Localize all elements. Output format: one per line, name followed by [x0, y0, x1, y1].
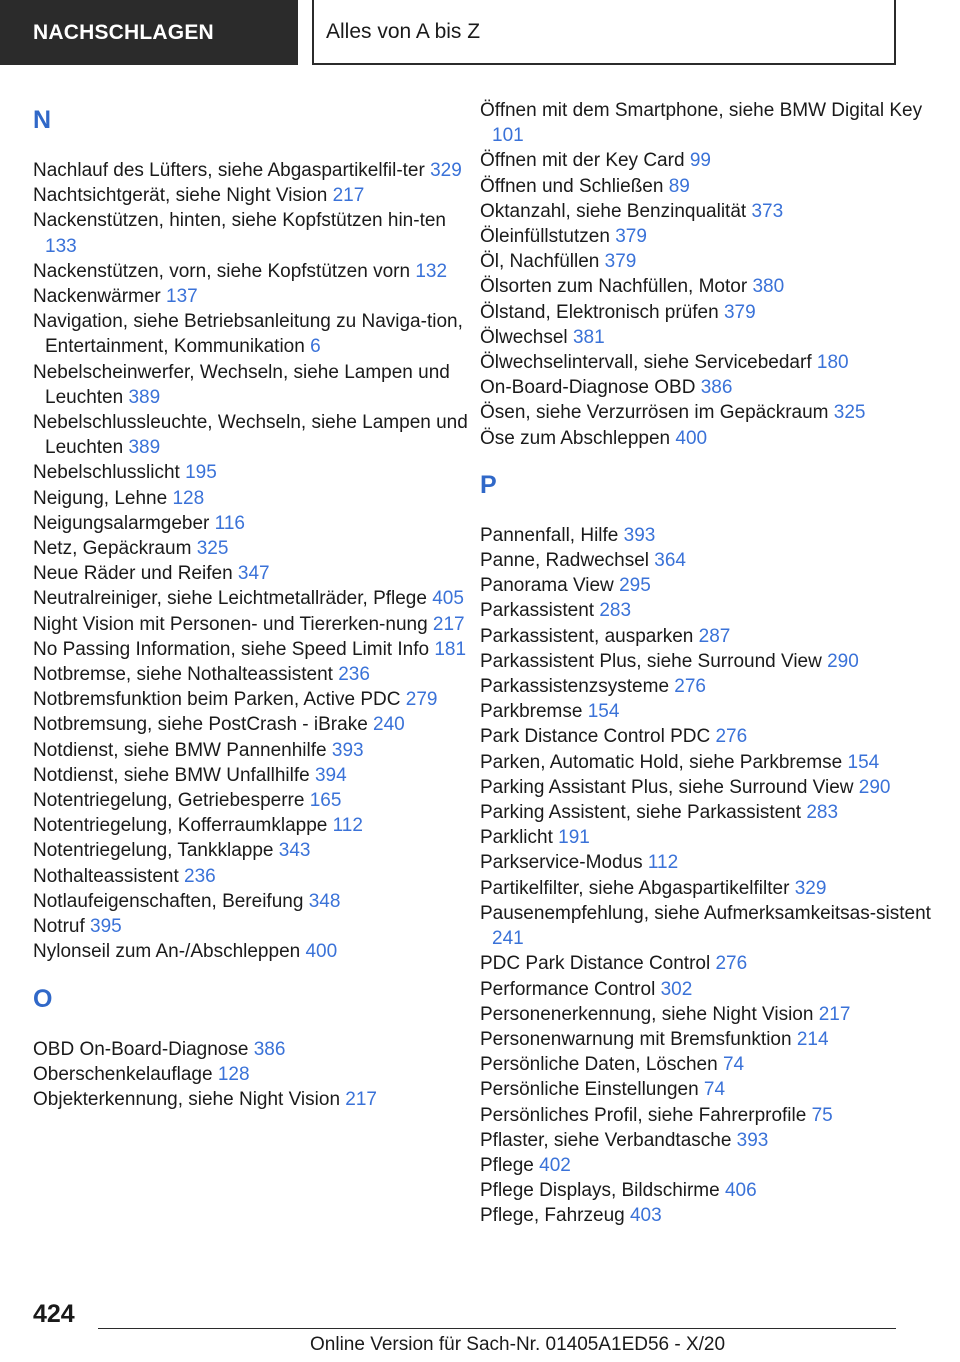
- page-reference-link[interactable]: 217: [345, 1088, 377, 1110]
- index-entry-text: PDC Park Distance Control: [480, 953, 711, 975]
- index-entry-text: Parking Assistant Plus, siehe Surround View: [480, 776, 854, 798]
- index-entry: [480, 825, 940, 850]
- index-entry: [33, 486, 478, 511]
- index-entry-text: Notbremse, siehe Nothalteassistent: [33, 664, 333, 686]
- page-reference-link[interactable]: 403: [629, 1205, 662, 1227]
- index-entry: [480, 901, 940, 951]
- index-entry-text: Nachtsichtgerät, siehe Night Vision: [33, 185, 328, 207]
- index-entry: [480, 1103, 940, 1128]
- index-entry: [480, 800, 940, 825]
- index-entry: [33, 1087, 478, 1112]
- page-reference-link[interactable]: 89: [668, 175, 690, 197]
- page-reference-link[interactable]: 393: [331, 739, 364, 761]
- index-entry: [480, 624, 940, 649]
- index-entry: [33, 183, 478, 208]
- index-entry-text: Parklicht: [480, 827, 553, 849]
- index-entry-text: Notlaufeigenschaften, Bereifung: [33, 890, 304, 912]
- index-entry: [33, 1062, 478, 1087]
- index-entry: [33, 158, 478, 183]
- index-entry: [33, 586, 478, 611]
- index-entry-text: Nebelschlussleuchte, Wechseln, siehe Lampen und Leuchten: [33, 412, 468, 459]
- page-reference-link[interactable]: 133: [45, 235, 77, 257]
- index-entry: [480, 724, 940, 749]
- page-reference-link[interactable]: 380: [752, 276, 785, 298]
- index-entry-text: Nebelscheinwerfer, Wechseln, siehe Lampen und Leuchten: [33, 361, 450, 408]
- index-entry: [33, 561, 478, 586]
- page-reference-link[interactable]: 101: [492, 125, 524, 147]
- index-entry-text: Neue Räder und Reifen: [33, 563, 233, 585]
- page-reference-link[interactable]: 283: [806, 802, 839, 824]
- page-reference-link[interactable]: 112: [332, 815, 363, 837]
- page-reference-link[interactable]: 75: [811, 1104, 833, 1126]
- index-entry: [33, 838, 478, 863]
- index-entry: [480, 977, 940, 1002]
- page-reference-link[interactable]: 343: [278, 840, 311, 862]
- index-entry-text: Panorama View: [480, 575, 614, 597]
- page-reference-link[interactable]: 364: [654, 550, 686, 572]
- page-reference-link[interactable]: 400: [305, 941, 338, 963]
- page-reference-link[interactable]: 393: [623, 524, 656, 546]
- index-entry-text: Pflaster, siehe Verbandtasche: [480, 1129, 732, 1151]
- index-entry-text: Pflege, Fahrzeug: [480, 1205, 625, 1227]
- page-reference-link[interactable]: 394: [314, 764, 347, 786]
- index-entry-text: Notbremsung, siehe PostCrash - iBrake: [33, 714, 368, 736]
- page-reference-link[interactable]: 74: [722, 1054, 745, 1076]
- page-reference-link[interactable]: 217: [818, 1003, 851, 1025]
- index-entry: [480, 674, 940, 699]
- index-entry: [33, 813, 478, 838]
- index-entry-text: Pausenempfehlung, siehe Aufmerksamkeitsas-sistent: [480, 902, 931, 924]
- index-entry: [480, 1077, 940, 1102]
- index-entry: [33, 460, 478, 485]
- index-entry-text: Netz, Gepäckraum: [33, 538, 192, 560]
- page-reference-link[interactable]: 154: [587, 701, 620, 723]
- index-entry-list: [480, 98, 940, 451]
- index-column-left: [33, 98, 478, 1112]
- page-reference-link[interactable]: 379: [604, 251, 637, 273]
- index-entry: [480, 649, 940, 674]
- index-entry-text: Öleinfüllstutzen: [480, 226, 610, 248]
- index-entry-text: Nachlauf des Lüfters, siehe Abgaspartikelfil-ter: [33, 160, 425, 181]
- index-entry: [33, 914, 478, 939]
- page-reference-link[interactable]: 389: [128, 386, 161, 408]
- index-entry: [33, 763, 478, 788]
- index-entry: [480, 775, 940, 800]
- page-reference-link[interactable]: 400: [675, 427, 708, 449]
- index-entry-text: Navigation, siehe Betriebsanleitung zu Naviga-tion, Entertainment, Kommunikation: [33, 311, 463, 358]
- index-entry-text: Neigung, Lehne: [33, 487, 168, 509]
- page-reference-link[interactable]: 217: [432, 613, 465, 635]
- index-entry-text: Oktanzahl, siehe Benzinqualität: [480, 200, 747, 222]
- page-reference-link[interactable]: 112: [647, 852, 679, 874]
- page-reference-link[interactable]: 406: [724, 1180, 757, 1202]
- index-entry-text: Pannenfall, Hilfe: [480, 524, 619, 546]
- page-reference-link[interactable]: 181: [434, 638, 467, 660]
- index-entry: [480, 1153, 940, 1178]
- index-entry: [33, 687, 478, 712]
- page-reference-link[interactable]: 74: [703, 1079, 726, 1101]
- index-entry: [480, 523, 940, 548]
- page-reference-link[interactable]: 236: [184, 865, 216, 887]
- index-entry: [480, 1178, 940, 1203]
- index-entry-text: Notentriegelung, Tankklappe: [33, 840, 274, 862]
- index-entry: [33, 309, 478, 359]
- index-entry-list: [33, 158, 478, 965]
- index-entry: [480, 325, 940, 350]
- index-entry: [480, 174, 940, 199]
- section-tab: [0, 0, 298, 65]
- index-entry: [480, 375, 940, 400]
- page-reference-link[interactable]: 295: [619, 575, 651, 597]
- index-entry-text: Pflege Displays, Bildschirme: [480, 1180, 720, 1202]
- index-entry-text: Neigungsalarmgeber: [33, 512, 210, 534]
- page-reference-link[interactable]: 329: [430, 160, 462, 181]
- page-reference-link[interactable]: 405: [432, 588, 464, 610]
- page-reference-link[interactable]: 236: [338, 664, 370, 686]
- index-entry-text: Ölwechsel: [480, 326, 568, 348]
- index-entry-text: Persönliche Einstellungen: [480, 1079, 699, 1101]
- page-reference-link[interactable]: 302: [660, 978, 693, 1000]
- index-entry: [480, 1002, 940, 1027]
- page-reference-link[interactable]: 386: [700, 377, 733, 399]
- index-entry-text: Partikelfilter, siehe Abgaspartikelfilter: [480, 877, 790, 899]
- index-entry: [480, 148, 940, 173]
- page-reference-link[interactable]: 381: [572, 326, 605, 348]
- index-entry: [33, 939, 478, 964]
- index-entry-text: On-Board-Diagnose OBD: [480, 377, 696, 399]
- page-reference-link[interactable]: 214: [796, 1028, 829, 1050]
- page-header: [312, 0, 896, 65]
- index-entry-text: Parking Assistent, siehe Parkassistent: [480, 802, 802, 824]
- page-reference-link[interactable]: 132: [415, 260, 448, 282]
- index-entry-text: Nebelschlusslicht: [33, 462, 180, 484]
- index-entry: [480, 598, 940, 623]
- page-reference-link[interactable]: 128: [217, 1063, 250, 1085]
- index-entry-text: Parkassistent Plus, siehe Surround View: [480, 650, 822, 672]
- index-entry-text: Park Distance Control PDC: [480, 726, 711, 748]
- page-reference-link[interactable]: 395: [90, 916, 122, 938]
- page-reference-link[interactable]: 240: [373, 714, 405, 736]
- index-entry-text: Performance Control: [480, 978, 656, 1000]
- index-entry-text: Öl, Nachfüllen: [480, 251, 600, 273]
- index-entry-list: [33, 1037, 478, 1113]
- index-column-right: [480, 98, 940, 1229]
- index-entry-text: Oberschenkelauflage: [33, 1063, 213, 1085]
- index-entry: [480, 1052, 940, 1077]
- index-entry: [480, 98, 940, 148]
- page-reference-link[interactable]: 347: [237, 563, 270, 585]
- index-entry-text: Parkassistenzsysteme: [480, 676, 670, 698]
- index-entry: [33, 637, 478, 662]
- index-entry: [480, 224, 940, 249]
- page-reference-link[interactable]: 154: [847, 751, 880, 773]
- index-entry: [480, 426, 940, 451]
- index-entry-text: Personenwarnung mit Bremsfunktion: [480, 1028, 792, 1050]
- page-reference-link[interactable]: 6: [310, 336, 321, 358]
- page-reference-link[interactable]: 276: [715, 953, 748, 975]
- footer-divider: [98, 1328, 896, 1329]
- index-entry: [33, 1037, 478, 1062]
- page-reference-link[interactable]: 128: [172, 487, 205, 509]
- index-entry-text: Notentriegelung, Kofferraumklappe: [33, 815, 328, 837]
- index-entry: [33, 536, 478, 561]
- index-letter-n: N: [33, 106, 52, 134]
- index-entry-text: Objekterkennung, siehe Night Vision: [33, 1088, 341, 1110]
- index-entry-text: Öffnen mit dem Smartphone, siehe BMW Digital Key: [480, 100, 923, 121]
- index-entry-text: Parkassistent, ausparken: [480, 625, 694, 647]
- footer-text: Online Version für Sach-Nr. 01405A1ED56 - X/20: [310, 1334, 726, 1355]
- index-entry: [33, 738, 478, 763]
- index-entry: [33, 410, 478, 460]
- index-entry: [33, 259, 478, 284]
- index-entry-text: Ölwechselintervall, siehe Servicebedarf: [480, 352, 812, 374]
- index-entry: [480, 750, 940, 775]
- index-entry-text: Notentriegelung, Getriebesperre: [33, 790, 305, 812]
- index-entry: [480, 1128, 940, 1153]
- page-reference-link[interactable]: 402: [539, 1154, 571, 1176]
- index-entry-text: Öse zum Abschleppen: [480, 427, 671, 449]
- index-entry: [480, 876, 940, 901]
- index-entry-text: Öffnen und Schließen: [480, 175, 664, 197]
- page-reference-link[interactable]: 325: [196, 538, 229, 560]
- index-entry: [33, 712, 478, 737]
- index-entry: [480, 699, 940, 724]
- page-reference-link[interactable]: 287: [698, 625, 731, 647]
- page-reference-link[interactable]: 116: [214, 512, 245, 534]
- index-entry: [33, 284, 478, 309]
- index-entry: [480, 951, 940, 976]
- index-letter-o: O: [33, 984, 53, 1013]
- index-entry-text: Nackenstützen, vorn, siehe Kopfstützen vorn: [33, 260, 411, 282]
- index-entry-text: Nackenwärmer: [33, 286, 161, 308]
- page-number: 424: [33, 1300, 75, 1328]
- page-reference-link[interactable]: 325: [833, 402, 866, 424]
- header-title: Alles von A bis Z: [326, 19, 481, 43]
- page-reference-link[interactable]: 279: [405, 689, 438, 711]
- page-reference-link[interactable]: 99: [689, 150, 711, 172]
- index-entry-text: Nackenstützen, hinten, siehe Kopfstützen hin-ten: [33, 210, 446, 232]
- page-reference-link[interactable]: 180: [816, 352, 849, 374]
- index-entry: [33, 864, 478, 889]
- index-entry-text: Persönliches Profil, siehe Fahrerprofile: [480, 1104, 807, 1126]
- index-entry: [33, 788, 478, 813]
- page-reference-link[interactable]: 165: [309, 790, 342, 812]
- index-entry: [480, 199, 940, 224]
- index-entry-text: Nothalteassistent: [33, 865, 179, 887]
- page-reference-link[interactable]: 195: [185, 462, 217, 484]
- index-entry-text: Personenerkennung, siehe Night Vision: [480, 1003, 814, 1025]
- index-entry: [480, 573, 940, 598]
- index-entry-text: Nylonseil zum An-/Abschleppen: [33, 941, 301, 963]
- page-reference-link[interactable]: 283: [599, 600, 632, 622]
- page-reference-link[interactable]: 386: [253, 1038, 286, 1060]
- index-entry-text: Parkassistent: [480, 600, 595, 622]
- index-entry-list: [480, 523, 940, 1229]
- index-entry-text: Pflege: [480, 1154, 534, 1176]
- index-entry-text: Notbremsfunktion beim Parken, Active PDC: [33, 689, 401, 711]
- index-entry: [33, 889, 478, 914]
- section-label: NACHSCHLAGEN: [33, 20, 214, 44]
- page-reference-link[interactable]: 373: [751, 200, 784, 222]
- index-entry-text: Night Vision mit Personen- und Tiererken-nung: [33, 613, 428, 635]
- index-letter-p: P: [480, 470, 497, 499]
- index-entry: [33, 662, 478, 687]
- index-entry-text: Öffnen mit der Key Card: [480, 150, 685, 172]
- page-reference-link[interactable]: 290: [827, 650, 859, 672]
- page-reference-link[interactable]: 389: [128, 437, 161, 459]
- page-reference-link[interactable]: 276: [674, 676, 706, 698]
- page-reference-link[interactable]: 393: [736, 1129, 769, 1151]
- page-reference-link[interactable]: 348: [308, 890, 341, 912]
- index-entry-text: OBD On-Board-Diagnose: [33, 1038, 249, 1060]
- index-entry: [480, 1203, 940, 1228]
- index-entry-text: Notruf: [33, 916, 85, 938]
- index-entry-text: Neutralreiniger, siehe Leichtmetallräder, Pflege: [33, 588, 427, 610]
- index-entry-text: Parkbremse: [480, 701, 583, 723]
- index-entry-text: Ölsorten zum Nachfüllen, Motor: [480, 276, 748, 298]
- index-entry-text: Parken, Automatic Hold, siehe Parkbremse: [480, 751, 843, 773]
- index-entry: [480, 350, 940, 375]
- index-entry: [480, 249, 940, 274]
- page-reference-link[interactable]: 241: [492, 928, 524, 950]
- index-entry-text: Ölstand, Elektronisch prüfen: [480, 301, 719, 323]
- index-entry: [480, 1027, 940, 1052]
- index-entry-text: Persönliche Daten, Löschen: [480, 1054, 718, 1076]
- index-entry: [480, 274, 940, 299]
- page-reference-link[interactable]: 191: [558, 827, 590, 849]
- index-entry-text: Notdienst, siehe BMW Pannenhilfe: [33, 739, 327, 761]
- page-reference-link[interactable]: 329: [794, 877, 827, 899]
- page-reference-link[interactable]: 217: [332, 185, 365, 207]
- index-entry: [33, 360, 478, 410]
- index-entry: [33, 612, 478, 637]
- index-entry: [480, 400, 940, 425]
- page-reference-link[interactable]: 290: [858, 776, 891, 798]
- index-entry: [33, 511, 478, 536]
- index-entry-text: Ösen, siehe Verzurrösen im Gepäckraum: [480, 402, 829, 424]
- index-entry-text: Parkservice-Modus: [480, 852, 643, 874]
- index-entry: [480, 300, 940, 325]
- index-entry-text: No Passing Information, siehe Speed Limit Info: [33, 638, 430, 660]
- index-entry-text: Panne, Radwechsel: [480, 550, 649, 572]
- index-entry: [33, 208, 478, 258]
- page-reference-link[interactable]: 276: [715, 726, 748, 748]
- page-reference-link[interactable]: 379: [615, 226, 647, 248]
- index-entry: [480, 850, 940, 875]
- index-entry: [480, 548, 940, 573]
- index-entry-text: Notdienst, siehe BMW Unfallhilfe: [33, 764, 310, 786]
- page-reference-link[interactable]: 379: [723, 301, 756, 323]
- page-reference-link[interactable]: 137: [166, 286, 198, 308]
